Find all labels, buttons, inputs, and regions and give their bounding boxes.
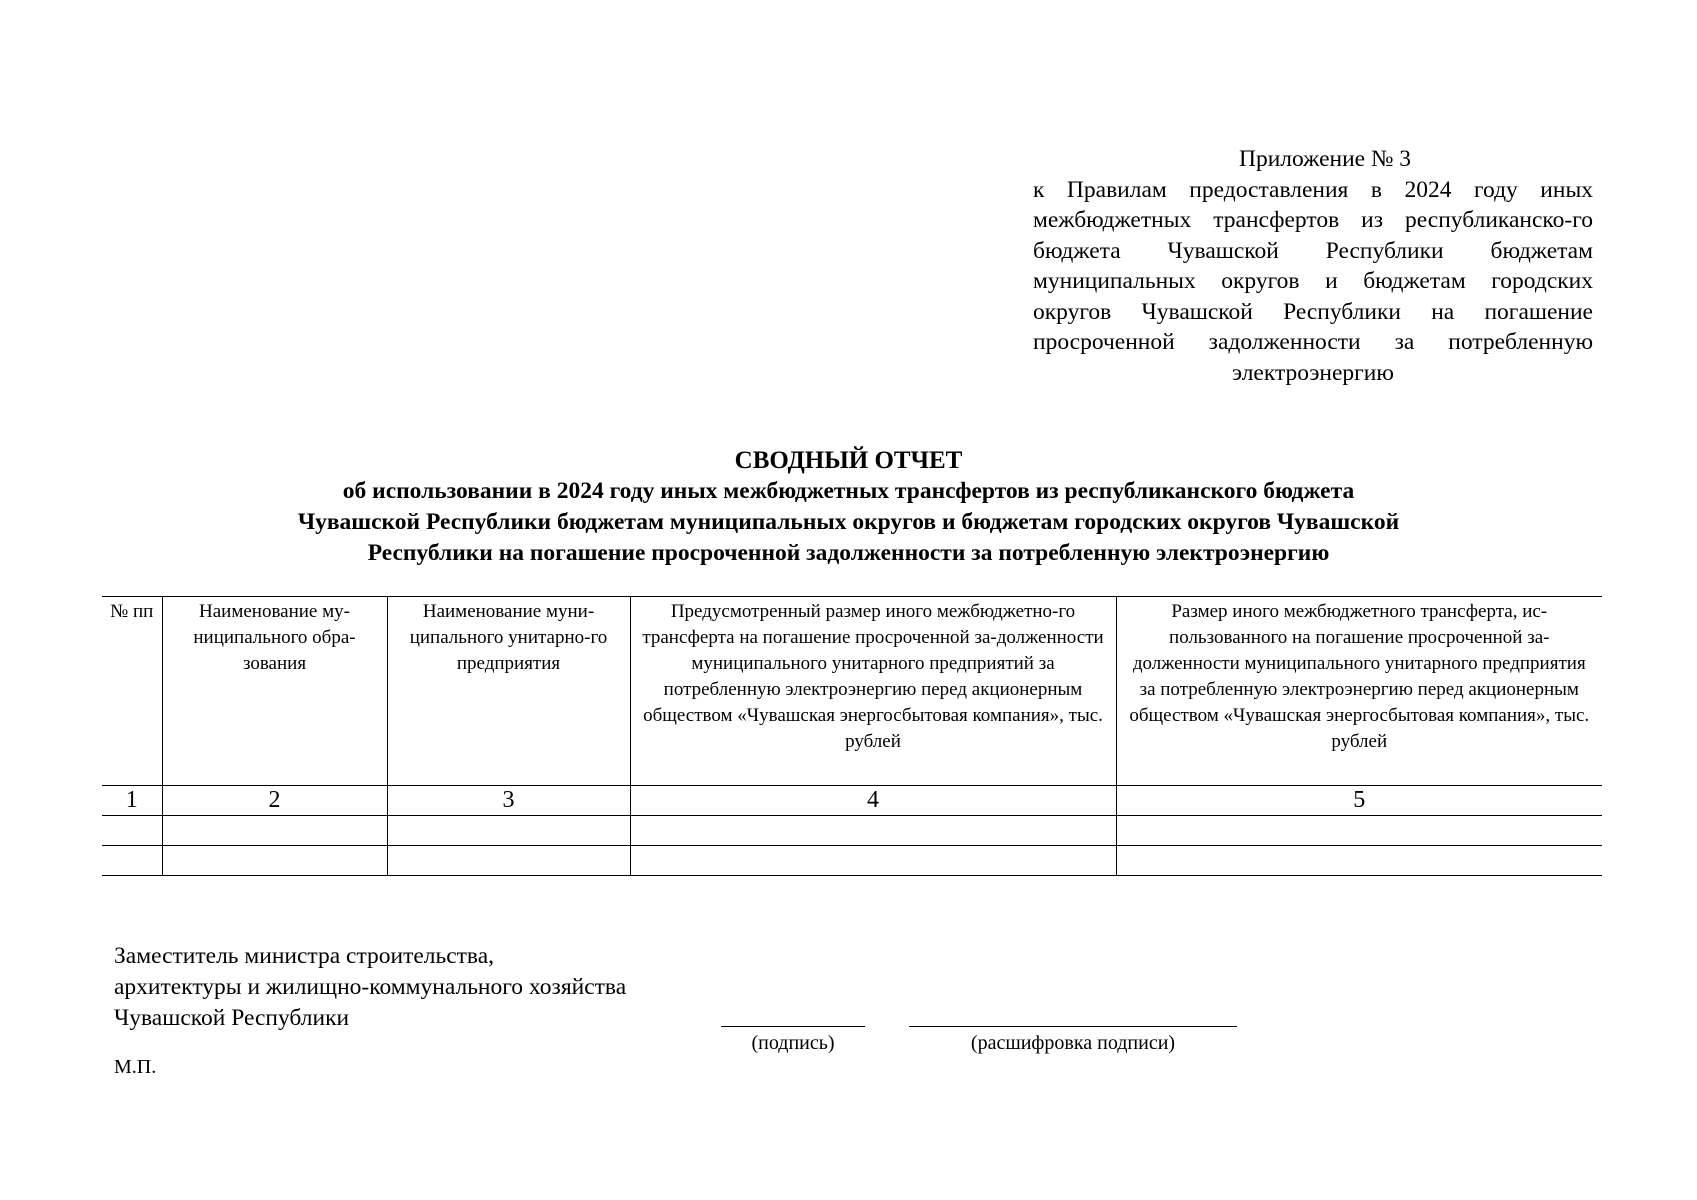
report-title: СВОДНЫЙ ОТЧЕТ xyxy=(734,447,963,474)
header-planned-amount: Предусмотренный размер иного межбюджетно-го трансферта на погашение просроченной за-долженности муниципального унитарного предприятий за потребленную электроэнергию перед акционерным обществом «Чувашская энергосбытовая компания», тыс. рублей xyxy=(630,597,1116,786)
signature-line xyxy=(721,1026,865,1027)
table-cell xyxy=(102,816,162,846)
report-title-block xyxy=(80,445,1617,569)
header-number: № пп xyxy=(102,597,162,786)
appendix-body: к Правилам предоставления в 2024 году иных межбюджетных трансфертов из республиканско-го бюджета Чувашской Республики бюджетам муниципальных округов и бюджетам городских округов Чувашской Республики на погашение просроченной задолженности за потребленную электроэнергию xyxy=(1033,176,1593,386)
signature-block xyxy=(114,941,626,1034)
table-cell xyxy=(1116,846,1602,876)
table-cell xyxy=(387,846,630,876)
signer-position-line-1: Заместитель министра строительства, xyxy=(114,943,495,969)
column-number: 1 xyxy=(102,786,162,816)
table-cell xyxy=(162,816,387,846)
column-number: 3 xyxy=(387,786,630,816)
table-cell xyxy=(387,816,630,846)
header-municipality: Наименование му-ниципального обра-зования xyxy=(162,597,387,786)
signature-decode-caption: (расшифровка подписи) xyxy=(970,1032,1176,1054)
signature-decode-line xyxy=(909,1026,1237,1027)
header-enterprise: Наименование муни-ципального унитарно-го предприятия xyxy=(387,597,630,786)
table-row xyxy=(102,846,1602,876)
signature-caption: (подпись) xyxy=(751,1032,835,1054)
signer-position-line-3: Чувашской Республики xyxy=(114,1005,350,1031)
table-cell xyxy=(630,816,1116,846)
column-number-row xyxy=(102,786,1602,816)
column-number: 2 xyxy=(162,786,387,816)
appendix-block xyxy=(1033,144,1593,388)
report-subtitle-line-1: об использовании в 2024 году иных межбюджетных трансфертов из республиканского бюджета xyxy=(342,478,1355,504)
table-header-row xyxy=(102,597,1602,786)
report-subtitle-line-3: Республики на погашение просроченной задолженности за потребленную электроэнергию xyxy=(367,540,1330,566)
stamp-place: М.П. xyxy=(114,1056,157,1078)
signer-position-line-2: архитектуры и жилищно-коммунального хозяйства xyxy=(114,974,627,1000)
table-row xyxy=(102,816,1602,846)
appendix-title: Приложение № 3 xyxy=(1238,146,1412,172)
header-used-amount: Размер иного межбюджетного трансферта, ис-пользованного на погашение просроченной за-долженности муниципального унитарного предприятия за потребленную электроэнергию перед акционерным обществом «Чувашская энергосбытовая компания», тыс. рублей xyxy=(1116,597,1602,786)
table-cell xyxy=(630,846,1116,876)
table-cell xyxy=(102,846,162,876)
table-cell xyxy=(1116,816,1602,846)
column-number: 4 xyxy=(630,786,1116,816)
report-table xyxy=(102,596,1602,876)
column-number: 5 xyxy=(1116,786,1602,816)
table-cell xyxy=(162,846,387,876)
report-subtitle-line-2: Чувашской Республики бюджетам муниципальных округов и бюджетам городских округов Чувашской xyxy=(297,509,1400,535)
